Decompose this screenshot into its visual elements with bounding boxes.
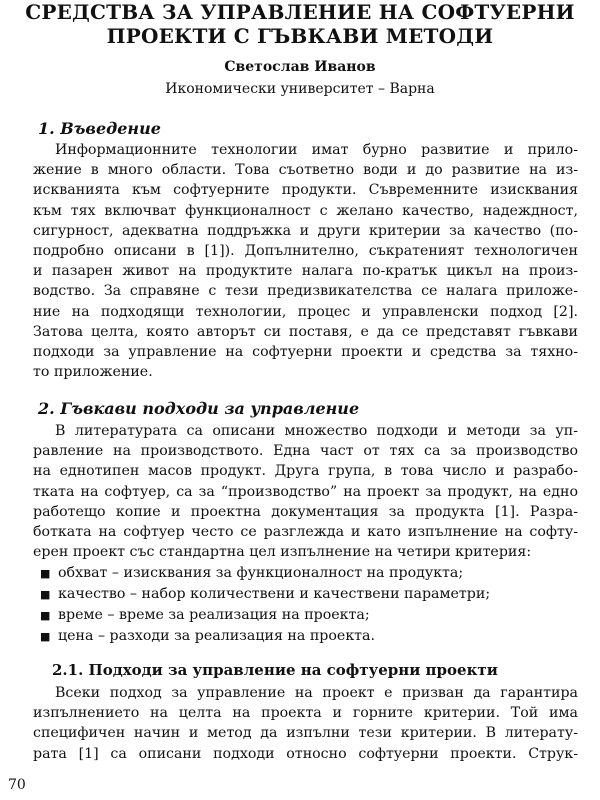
list-item xyxy=(40,584,570,605)
paragraph-line: ерен проект със стандартна цел изпълнение на четири критерия: xyxy=(33,544,532,561)
criteria-list xyxy=(40,563,570,647)
section-2-body xyxy=(33,421,578,562)
paragraph-line: водство. За справяне с тези предизвикателства се налага приложе- xyxy=(33,283,578,300)
paper-title xyxy=(20,0,580,48)
square-bullet-icon: ■ xyxy=(40,588,51,601)
paragraph-line: специфичен начин и метод да изпълни тези критерии. В литерату- xyxy=(33,725,578,742)
paragraph-line: равление на производството. Една част от тях са за производство xyxy=(33,443,578,460)
paragraph-line: изпълнението на целта на проекта и горните критерии. Той има xyxy=(33,705,578,722)
paragraph-line: тката на софтуер, са за “производство” на проект за продукт, на едно xyxy=(33,483,578,500)
paragraph-line: то приложение. xyxy=(33,364,153,381)
paragraph-line: и пазарен живот на продуктите налага по-кратък цикъл на произ- xyxy=(33,263,578,280)
paragraph-line: работещо копие и проектна документация за продукта [1]. Разра- xyxy=(33,503,578,520)
title-line-2: ПРОЕКТИ С ГЪВКАВИ МЕТОДИ xyxy=(106,24,494,48)
square-bullet-icon: ■ xyxy=(40,630,51,643)
list-item-text: цена – разходи за реализация на проекта. xyxy=(58,628,376,644)
square-bullet-icon: ■ xyxy=(40,567,51,580)
paragraph-line: Всеки подход за управление на проект е призван да гарантира xyxy=(55,685,578,701)
paragraph-line: Информационните технологии имат бурно развитие и прило- xyxy=(55,142,578,158)
square-bullet-icon: ■ xyxy=(40,609,51,622)
section-1-body xyxy=(33,140,578,382)
subsection-heading-software-project-approaches: 2.1. Подходи за управление на софтуерни проекти xyxy=(52,661,498,679)
paragraph-line: рата [1] са описани подходи относно софтуерни проекти. Струк- xyxy=(33,745,578,762)
paragraph-line: ние на подходящи технологии, процес и управленски подход [2]. xyxy=(33,303,578,320)
list-item-text: качество – набор количествени и качествени параметри; xyxy=(58,586,491,602)
section-heading-agile-approaches: 2. Гъвкави подходи за управление xyxy=(38,399,360,418)
list-item xyxy=(40,605,570,626)
paragraph-line: към тях включват функционалност с желано качество, надеждност, xyxy=(33,202,578,219)
list-item-text: време – време за реализация на проекта; xyxy=(58,607,370,623)
page-number: 70 xyxy=(8,777,26,793)
paragraph-line: Затова целта, която авторът си поставя, е да се представят гъвкави xyxy=(33,323,578,340)
author-affiliation: Икономически университет – Варна xyxy=(165,81,435,97)
paragraph-line: на еднотипен масов продукт. Друга група, в това число и разрабо- xyxy=(33,463,578,480)
list-item xyxy=(40,626,570,647)
paragraph-line: жение в много области. Това съответно води и до развитие на из- xyxy=(33,162,578,179)
section-heading-introduction: 1. Въведение xyxy=(38,119,161,138)
paragraph-line: ботката на софтуер често се разглежда и като изпълнение на софту- xyxy=(33,523,578,540)
paragraph-line: подробно описани в [1]). Допълнително, съкратеният технологичен xyxy=(33,242,578,259)
list-item-text: обхват – изисквания за функционалност на продукта; xyxy=(58,565,464,581)
paragraph-line: искванията към софтуерните продукти. Съвременните изисквания xyxy=(33,182,578,199)
paragraph-line: сигурност, адекватна поддръжка и други критерии за качество (по- xyxy=(33,222,578,239)
title-line-1: СРЕДСТВА ЗА УПРАВЛЕНИЕ НА СОФТУЕРНИ xyxy=(25,0,575,24)
author-name: Светослав Иванов xyxy=(224,59,376,75)
paragraph-line: В литературата са описани множество подходи и методи за уп- xyxy=(55,423,578,439)
list-item xyxy=(40,563,570,584)
section-2-1-body xyxy=(33,683,578,764)
paragraph-line: подходи за управление на софтуерни проекти и средства за тяхно- xyxy=(33,343,578,360)
